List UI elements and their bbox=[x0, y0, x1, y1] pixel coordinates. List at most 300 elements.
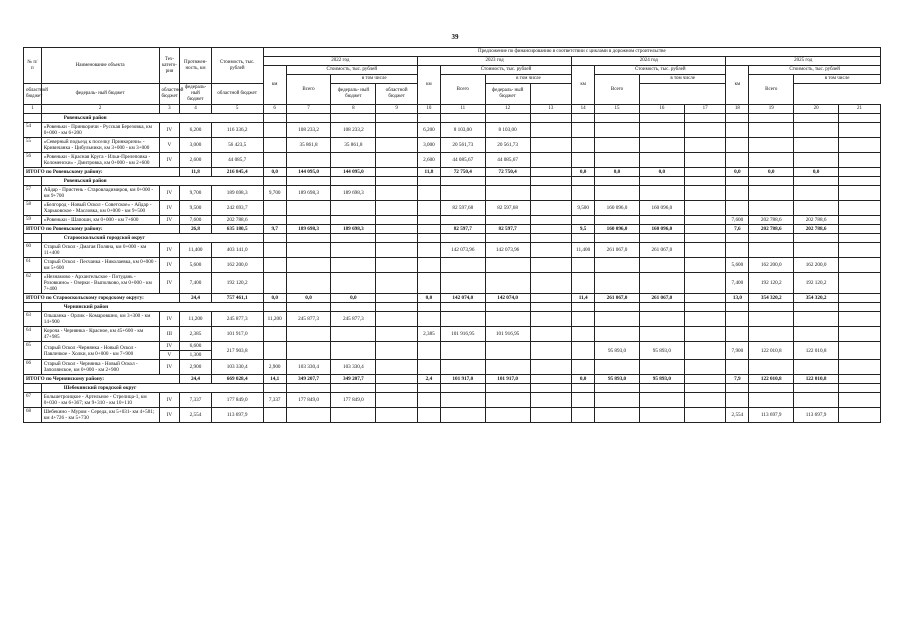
funding-value bbox=[684, 243, 726, 258]
empty-cell bbox=[595, 177, 640, 186]
length: 7,600 bbox=[180, 216, 211, 225]
funding-value bbox=[749, 153, 794, 168]
empty-cell bbox=[376, 114, 418, 123]
object-name: Шебекино - Муром - Середа, км 5+031- км 4+581; км 4+726 - км 5+730 bbox=[41, 408, 159, 423]
funding-value: 113 697,9 bbox=[794, 408, 839, 423]
cost: 177 849,0 bbox=[211, 393, 263, 408]
empty-cell bbox=[639, 114, 684, 123]
total-value: 0,0 bbox=[749, 168, 794, 177]
funding-value bbox=[530, 123, 572, 138]
category: IV bbox=[159, 273, 180, 294]
funding-value bbox=[376, 360, 418, 375]
total-length: 11,8 bbox=[180, 168, 211, 177]
funding-value bbox=[572, 186, 595, 201]
column-number: 3 bbox=[159, 105, 180, 114]
funding-value bbox=[263, 342, 286, 360]
funding-value bbox=[263, 153, 286, 168]
header-cost: Стоимость, тыс. рублей bbox=[211, 48, 263, 84]
empty-cell bbox=[485, 114, 530, 123]
total-value: 349 207,7 bbox=[331, 375, 376, 384]
total-value: 122 010,8 bbox=[794, 375, 839, 384]
funding-value: 101 916,95 bbox=[485, 327, 530, 342]
funding-value bbox=[485, 216, 530, 225]
funding-value: 103 330,4 bbox=[286, 360, 331, 375]
funding-value bbox=[485, 312, 530, 327]
empty-cell bbox=[684, 384, 726, 393]
funding-value bbox=[417, 360, 440, 375]
total-value bbox=[376, 225, 418, 234]
funding-value bbox=[639, 123, 684, 138]
category: IV bbox=[159, 186, 180, 201]
total-value: 0,0 bbox=[572, 168, 595, 177]
funding-value: 261 067,0 bbox=[595, 243, 640, 258]
header-incl: в том числе bbox=[639, 75, 726, 84]
funding-value bbox=[639, 216, 684, 225]
funding-value: 2,554 bbox=[726, 408, 749, 423]
category: IV bbox=[159, 393, 180, 408]
funding-value: 5,600 bbox=[726, 258, 749, 273]
funding-value bbox=[530, 408, 572, 423]
total-value: 261 067,0 bbox=[595, 294, 640, 303]
funding-value bbox=[376, 342, 418, 360]
header-regional: областной бюджет bbox=[376, 84, 418, 105]
column-number: 19 bbox=[749, 105, 794, 114]
table-row bbox=[24, 360, 881, 375]
empty-cell bbox=[263, 114, 286, 123]
object-name: Старый Оскол -Чернянка - Новый Оскол - Павличкое - Холки, км 0+000 - км 7+900 bbox=[41, 342, 159, 360]
empty-cell bbox=[595, 384, 640, 393]
funding-value bbox=[639, 327, 684, 342]
funding-value bbox=[572, 123, 595, 138]
funding-value bbox=[530, 273, 572, 294]
category: IV bbox=[159, 153, 180, 168]
empty-cell bbox=[838, 177, 880, 186]
funding-value bbox=[684, 393, 726, 408]
funding-value: 35 861,8 bbox=[331, 138, 376, 153]
funding-value: 162 200,0 bbox=[749, 258, 794, 273]
column-number: 15 bbox=[595, 105, 640, 114]
row-number: 60 bbox=[24, 243, 42, 258]
funding-value: 82 597,68 bbox=[485, 201, 530, 216]
funding-value: 3,000 bbox=[417, 138, 440, 153]
column-number: 21 bbox=[838, 105, 880, 114]
header-federal: федераль- ный бюджет bbox=[180, 84, 211, 105]
funding-value bbox=[639, 153, 684, 168]
funding-value bbox=[726, 360, 749, 375]
funding-value: 7,900 bbox=[726, 342, 749, 360]
funding-value bbox=[376, 312, 418, 327]
funding-value: 142 073,96 bbox=[485, 243, 530, 258]
table-row bbox=[24, 393, 881, 408]
funding-value bbox=[595, 393, 640, 408]
funding-value bbox=[263, 327, 286, 342]
cost: 189 698,3 bbox=[211, 186, 263, 201]
funding-value bbox=[263, 258, 286, 273]
empty-cell bbox=[749, 384, 794, 393]
empty-cell bbox=[595, 234, 640, 243]
funding-value bbox=[286, 153, 331, 168]
empty-cell bbox=[572, 384, 595, 393]
funding-value bbox=[417, 342, 440, 360]
empty-cell bbox=[530, 234, 572, 243]
district-heading: Старооскольский городской округ bbox=[41, 234, 263, 243]
total-length: 26,8 bbox=[180, 225, 211, 234]
funding-value bbox=[263, 138, 286, 153]
empty-cell bbox=[726, 177, 749, 186]
row-number: 64 bbox=[24, 327, 42, 342]
funding-value bbox=[286, 327, 331, 342]
total-value: 95 893,0 bbox=[595, 375, 640, 384]
total-value: 9,5 bbox=[572, 225, 595, 234]
empty-cell bbox=[794, 234, 839, 243]
header-incl: в том числе bbox=[485, 75, 572, 84]
funding-value bbox=[749, 138, 794, 153]
header-year-2022: 2022 год bbox=[263, 57, 417, 66]
district-total-label: ИТОГО по Ровеньскому району: bbox=[24, 225, 180, 234]
empty-cell bbox=[417, 303, 440, 312]
header-total: Всего bbox=[749, 75, 794, 105]
total-cost: 757 461,1 bbox=[211, 294, 263, 303]
funding-value bbox=[639, 393, 684, 408]
empty-cell bbox=[440, 303, 485, 312]
funding-value: 11,200 bbox=[263, 312, 286, 327]
funding-value bbox=[286, 201, 331, 216]
section-spacer bbox=[24, 114, 42, 123]
object-name: Короча - Чернянка - Красное, км 45+600 - км 47+985 bbox=[41, 327, 159, 342]
section-spacer bbox=[24, 234, 42, 243]
funding-value bbox=[726, 312, 749, 327]
funding-value bbox=[440, 408, 485, 423]
funding-value bbox=[440, 393, 485, 408]
row-number: 68 bbox=[24, 408, 42, 423]
funding-value: 245 877,3 bbox=[331, 312, 376, 327]
funding-value bbox=[417, 258, 440, 273]
total-value: 142 074,0 bbox=[485, 294, 530, 303]
column-number: 9 bbox=[376, 105, 418, 114]
total-value bbox=[684, 225, 726, 234]
funding-value bbox=[794, 360, 839, 375]
funding-value: 261 067,0 bbox=[639, 243, 684, 258]
empty-cell bbox=[595, 303, 640, 312]
column-number: 14 bbox=[572, 105, 595, 114]
length: 3,000 bbox=[180, 138, 211, 153]
funding-value bbox=[639, 138, 684, 153]
funding-value bbox=[595, 258, 640, 273]
total-length: 24,4 bbox=[180, 294, 211, 303]
funding-value bbox=[530, 186, 572, 201]
funding-value bbox=[684, 342, 726, 360]
funding-value bbox=[530, 258, 572, 273]
row-number: 67 bbox=[24, 393, 42, 408]
funding-value bbox=[376, 123, 418, 138]
funding-value: 101 916,95 bbox=[440, 327, 485, 342]
category: IV bbox=[159, 312, 180, 327]
total-value: 142 074,0 bbox=[440, 294, 485, 303]
funding-value: 192 120,2 bbox=[794, 273, 839, 294]
funding-value bbox=[331, 342, 376, 360]
total-value: 144 095,0 bbox=[286, 168, 331, 177]
funding-value bbox=[838, 153, 880, 168]
funding-value: 122 010,8 bbox=[749, 342, 794, 360]
empty-cell bbox=[417, 114, 440, 123]
table-row bbox=[24, 138, 881, 153]
funding-value bbox=[749, 186, 794, 201]
funding-value bbox=[838, 312, 880, 327]
funding-value bbox=[440, 360, 485, 375]
table-row bbox=[24, 123, 881, 138]
category: III bbox=[159, 327, 180, 342]
total-value: 0,0 bbox=[263, 168, 286, 177]
empty-cell bbox=[286, 177, 331, 186]
funding-value bbox=[572, 393, 595, 408]
total-value bbox=[838, 375, 880, 384]
total-value: 14,1 bbox=[263, 375, 286, 384]
funding-value bbox=[572, 360, 595, 375]
total-value bbox=[530, 375, 572, 384]
empty-cell bbox=[726, 384, 749, 393]
funding-value: 35 861,8 bbox=[286, 138, 331, 153]
section-spacer bbox=[24, 177, 42, 186]
header-total: Всего bbox=[440, 75, 485, 105]
total-value bbox=[530, 168, 572, 177]
funding-value bbox=[440, 312, 485, 327]
funding-value bbox=[684, 258, 726, 273]
total-value: 122 010,8 bbox=[749, 375, 794, 384]
total-value: 72 750,4 bbox=[440, 168, 485, 177]
funding-value bbox=[838, 123, 880, 138]
object-name: Ольшанка - Орлик - Комаровшно, км 3+300 - км 14+900 bbox=[41, 312, 159, 327]
funding-value bbox=[485, 186, 530, 201]
total-value: 82 597,7 bbox=[485, 225, 530, 234]
funding-value: 2,900 bbox=[263, 360, 286, 375]
funding-value bbox=[749, 123, 794, 138]
total-value: 354 320,2 bbox=[794, 294, 839, 303]
header-total: Всего bbox=[286, 75, 331, 105]
category: IV bbox=[159, 342, 180, 351]
empty-cell bbox=[286, 114, 331, 123]
row-number: 57 bbox=[24, 186, 42, 201]
funding-value bbox=[530, 360, 572, 375]
funding-value bbox=[838, 258, 880, 273]
row-number: 55 bbox=[24, 138, 42, 153]
header-incl: в том числе bbox=[794, 75, 881, 84]
district-heading: Шебекинский городской округ bbox=[41, 384, 263, 393]
funding-value bbox=[684, 138, 726, 153]
total-value: 0,0 bbox=[263, 294, 286, 303]
empty-cell bbox=[263, 303, 286, 312]
page-number: 39 bbox=[451, 33, 459, 41]
funding-value: 2,385 bbox=[417, 327, 440, 342]
funding-value bbox=[794, 153, 839, 168]
empty-cell bbox=[417, 177, 440, 186]
category: IV bbox=[159, 243, 180, 258]
total-cost: 635 180,5 bbox=[211, 225, 263, 234]
header-year-2024: 2024 год bbox=[572, 57, 726, 66]
funding-value bbox=[838, 243, 880, 258]
funding-value bbox=[376, 258, 418, 273]
funding-value bbox=[838, 273, 880, 294]
funding-value bbox=[376, 201, 418, 216]
funding-value bbox=[572, 258, 595, 273]
funding-value bbox=[639, 273, 684, 294]
funding-value bbox=[530, 201, 572, 216]
funding-value bbox=[263, 216, 286, 225]
total-cost: 216 845,4 bbox=[211, 168, 263, 177]
table-row bbox=[24, 342, 881, 351]
column-number: 18 bbox=[726, 105, 749, 114]
funding-value bbox=[417, 393, 440, 408]
district-total-label: ИТОГО по Старооскольскому городскому округу: bbox=[24, 294, 180, 303]
column-number: 17 bbox=[684, 105, 726, 114]
object-name: «Белгород - Новый Оскол - Советское» - Айдар - Харьковское - Масловка, км 0+000 - км 9+500 bbox=[41, 201, 159, 216]
funding-value bbox=[639, 408, 684, 423]
funding-value bbox=[595, 327, 640, 342]
header-category: Тех- катего- рия bbox=[159, 48, 180, 84]
total-value bbox=[684, 168, 726, 177]
funding-value: 108 233,2 bbox=[286, 123, 331, 138]
funding-value bbox=[684, 327, 726, 342]
cost: 245 877,3 bbox=[211, 312, 263, 327]
length: 9,700 bbox=[180, 186, 211, 201]
table-row bbox=[24, 327, 881, 342]
funding-value bbox=[331, 327, 376, 342]
category: IV bbox=[159, 408, 180, 423]
funding-value bbox=[485, 408, 530, 423]
header-cost-k: Стоимость, тыс. рублей bbox=[595, 66, 726, 75]
total-value bbox=[530, 225, 572, 234]
funding-value: 162 200,0 bbox=[794, 258, 839, 273]
empty-cell bbox=[530, 303, 572, 312]
empty-cell bbox=[286, 384, 331, 393]
category: V bbox=[159, 351, 180, 360]
empty-cell bbox=[838, 114, 880, 123]
funding-value: 8 103,00 bbox=[485, 123, 530, 138]
funding-value: 103 330,4 bbox=[331, 360, 376, 375]
funding-value bbox=[572, 138, 595, 153]
column-number: 6 bbox=[263, 105, 286, 114]
funding-value: 20 561,73 bbox=[440, 138, 485, 153]
row-number: 61 bbox=[24, 258, 42, 273]
funding-value bbox=[684, 408, 726, 423]
funding-value bbox=[794, 138, 839, 153]
header-cost-k: Стоимость, тыс. рублей bbox=[440, 66, 571, 75]
length: 11,200 bbox=[180, 312, 211, 327]
row-number: 62 bbox=[24, 273, 42, 294]
funding-value: 7,400 bbox=[726, 273, 749, 294]
funding-value bbox=[485, 273, 530, 294]
funding-value: 189 698,3 bbox=[286, 186, 331, 201]
total-value bbox=[684, 375, 726, 384]
empty-cell bbox=[595, 114, 640, 123]
cost: 217 903,8 bbox=[211, 342, 263, 360]
total-value bbox=[838, 168, 880, 177]
funding-value bbox=[595, 408, 640, 423]
total-value: 354 320,2 bbox=[749, 294, 794, 303]
empty-cell bbox=[684, 114, 726, 123]
column-number: 13 bbox=[530, 105, 572, 114]
funding-value bbox=[530, 327, 572, 342]
total-value: 101 917,0 bbox=[485, 375, 530, 384]
column-number: 7 bbox=[286, 105, 331, 114]
empty-cell bbox=[572, 303, 595, 312]
empty-cell bbox=[331, 177, 376, 186]
empty-cell bbox=[485, 303, 530, 312]
financing-table bbox=[23, 47, 881, 423]
total-value bbox=[838, 225, 880, 234]
funding-value bbox=[286, 243, 331, 258]
table-row bbox=[24, 258, 881, 273]
funding-value bbox=[794, 393, 839, 408]
column-number: 5 bbox=[211, 105, 263, 114]
funding-value bbox=[572, 327, 595, 342]
total-value: 0,0 bbox=[639, 168, 684, 177]
total-value: 11,4 bbox=[572, 294, 595, 303]
funding-value bbox=[749, 243, 794, 258]
empty-cell bbox=[440, 114, 485, 123]
category: IV bbox=[159, 201, 180, 216]
funding-value: 160 096,0 bbox=[595, 201, 640, 216]
funding-value: 44 085,67 bbox=[485, 153, 530, 168]
empty-cell bbox=[838, 384, 880, 393]
funding-value: 189 698,3 bbox=[331, 186, 376, 201]
funding-value bbox=[595, 216, 640, 225]
empty-cell bbox=[331, 303, 376, 312]
column-number: 8 bbox=[331, 105, 376, 114]
funding-value: 6,200 bbox=[417, 123, 440, 138]
empty-cell bbox=[440, 234, 485, 243]
funding-value: 9,700 bbox=[263, 186, 286, 201]
header-incl: в том числе bbox=[331, 75, 418, 84]
district-heading: Ровеньский район bbox=[41, 177, 263, 186]
empty-cell bbox=[485, 177, 530, 186]
funding-value bbox=[684, 201, 726, 216]
length: 1,300 bbox=[180, 351, 211, 360]
object-name: Старый Оскол - Дмагая Поляна, км 0+000 - км 11+400 bbox=[41, 243, 159, 258]
empty-cell bbox=[485, 234, 530, 243]
funding-value bbox=[376, 216, 418, 225]
total-value bbox=[838, 294, 880, 303]
length: 11,400 bbox=[180, 243, 211, 258]
funding-value bbox=[794, 243, 839, 258]
header-name: Наименование объекта bbox=[41, 48, 159, 84]
funding-value bbox=[749, 393, 794, 408]
empty-cell bbox=[417, 384, 440, 393]
funding-value: 8 103,00 bbox=[440, 123, 485, 138]
object-name: «Незнамово - Архангельское - Потудань - Розовкино» - Озерки - Выполково, км 0+000 - км 7+400 bbox=[41, 273, 159, 294]
funding-value bbox=[838, 393, 880, 408]
funding-value bbox=[331, 201, 376, 216]
cost: 56 423,5 bbox=[211, 138, 263, 153]
empty-cell bbox=[726, 303, 749, 312]
column-number: 2 bbox=[41, 105, 159, 114]
funding-value bbox=[639, 360, 684, 375]
empty-cell bbox=[749, 114, 794, 123]
empty-cell bbox=[572, 114, 595, 123]
funding-value bbox=[838, 360, 880, 375]
funding-value bbox=[286, 258, 331, 273]
funding-value bbox=[838, 408, 880, 423]
funding-value bbox=[838, 216, 880, 225]
funding-value bbox=[376, 153, 418, 168]
funding-value bbox=[684, 312, 726, 327]
total-value: 101 917,0 bbox=[440, 375, 485, 384]
funding-value bbox=[726, 393, 749, 408]
length: 2,600 bbox=[180, 153, 211, 168]
funding-value bbox=[331, 258, 376, 273]
total-value: 202 788,6 bbox=[794, 225, 839, 234]
funding-value: 9,500 bbox=[572, 201, 595, 216]
funding-value bbox=[794, 312, 839, 327]
